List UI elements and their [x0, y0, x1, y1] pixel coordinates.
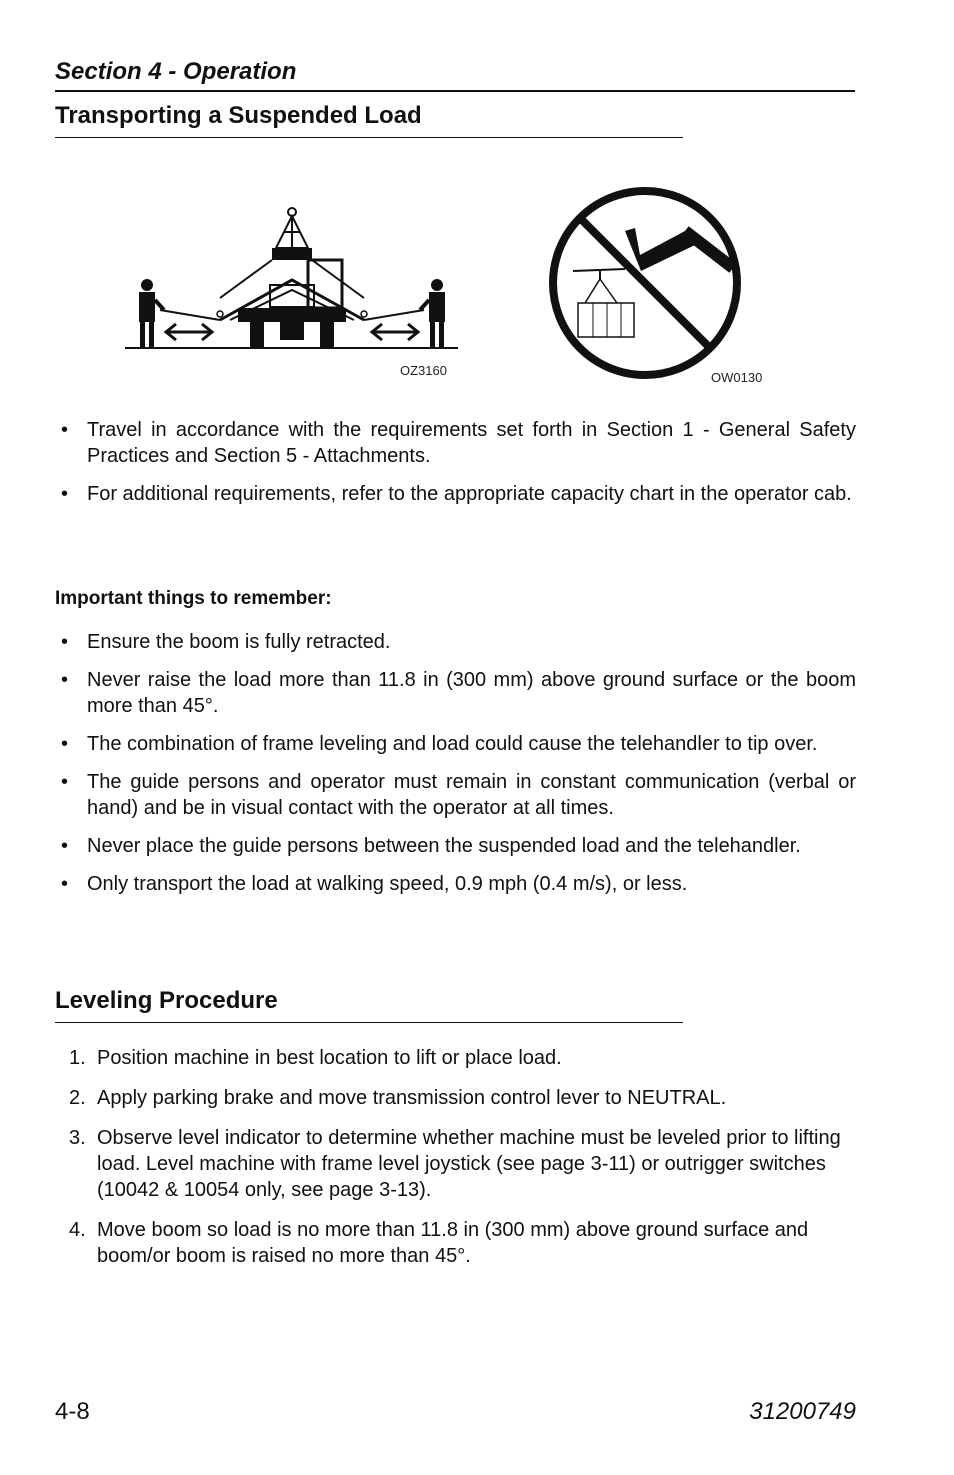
step-number: 2. [69, 1087, 86, 1109]
important-bullet-list [55, 629, 856, 909]
list-item: • Travel in accordance with the requirements set forth in Section 1 - General Safety Practices and Section 5 - Attachments. [55, 417, 856, 469]
list-item: • The guide persons and operator must remain in constant communication (verbal or hand) and be in visual contact with the operator at all times. [55, 769, 856, 821]
list-item: • Ensure the boom is fully retracted. [55, 629, 856, 655]
figure-label-left: OZ3160 [400, 363, 447, 378]
step-number: 4. [69, 1219, 86, 1241]
step-text: Position machine in best location to lift or place load. [97, 1047, 562, 1069]
step-number: 3. [69, 1127, 86, 1149]
step-text: Observe level indicator to determine whether machine must be leveled prior to lifting load. Level machine with frame level joystick (see page 3-11) or outrigger switches (10042 & 10054 only, see page 3-13). [97, 1127, 841, 1201]
prohibited-boom-illustration [545, 183, 745, 383]
list-item: • Only transport the load at walking speed, 0.9 mph (0.4 m/s), or less. [55, 871, 856, 897]
important-heading: Important things to remember: [55, 588, 332, 609]
list-item: • Never raise the load more than 11.8 in (300 mm) above ground surface or the boom more than 45°. [55, 667, 856, 719]
list-item: • For additional requirements, refer to the appropriate capacity chart in the operator cab. [55, 481, 856, 507]
step-text: Move boom so load is no more than 11.8 in (300 mm) above ground surface and boom/or boom is raised no more than 45°. [97, 1219, 809, 1267]
list-item [55, 1125, 856, 1203]
list-item: • Never place the guide persons between the suspended load and the telehandler. [55, 833, 856, 859]
leveling-steps [55, 1045, 856, 1283]
list-item [55, 1045, 856, 1071]
transport-bullet-list [55, 417, 856, 519]
suspended-load-illustration [120, 200, 465, 355]
figure-label-right: OW0130 [711, 370, 763, 385]
section-header: Section 4 - Operation [55, 56, 855, 92]
list-item: • The combination of frame leveling and load could cause the telehandler to tip over. [55, 731, 856, 757]
page-number: 4-8 [55, 1398, 90, 1425]
list-item [55, 1217, 856, 1269]
list-item [55, 1085, 856, 1111]
step-text: Apply parking brake and move transmission control lever to NEUTRAL. [97, 1087, 727, 1109]
document-number: 31200749 [749, 1398, 856, 1425]
transport-heading: Transporting a Suspended Load [55, 101, 683, 138]
step-number: 1. [69, 1047, 86, 1069]
leveling-heading: Leveling Procedure [55, 986, 683, 1023]
